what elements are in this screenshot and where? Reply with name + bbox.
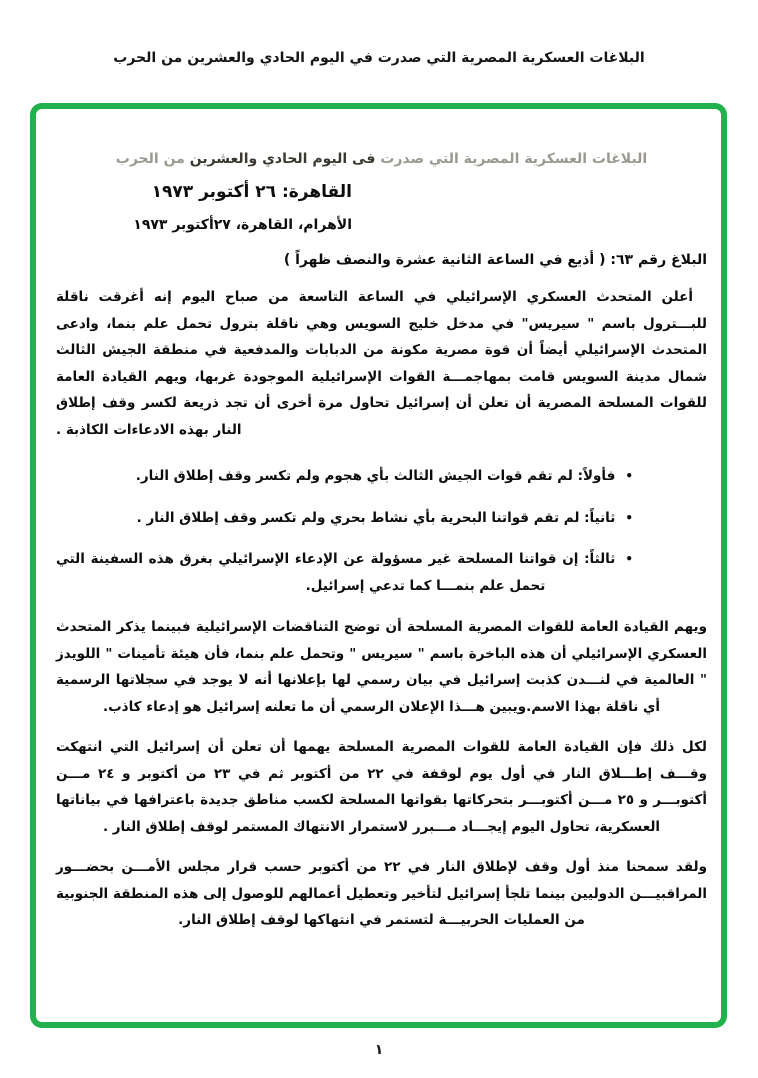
bullet-icon: • — [625, 469, 633, 483]
paragraph-contradictions: ويهم القيادة العامة للقوات المصرية المسلحة أن توضح التناقضات الإسرائيلية فبينما يذكر المتحدث العسكري الإسرائيلي أن هذه الباخرة باسم " سيريس " وتحمل علم بنما، فأن هيئة تأمينات " اللويدز " العالمية في لنـــدن كذبت إسرائيل في بيان رسمي لها بإعلانها أنه لا يوجد في سجلاتها الرسمية أي ناقلة بهذا الاسم.ويبين هـــذا الإعلان الرسمي أن ما تعلنه إسرائيل هو إدعاء كاذب. — [56, 619, 707, 715]
bullet-text: فأولاً: لم تقم قوات الجيش الثالث بأي هجوم ولم تكسر وقف إطلاق النار. — [135, 468, 616, 484]
paragraph-israeli-claims: أعلن المتحدث العسكري الإسرائيلي في الساعة التاسعة من صباح اليوم إنه أغرقت ناقلة للبـــترول باسم " سيريس" في مدخل خليج السويس وهي ناقلة بترول تحمل علم بنما، وادعى المتحدث الإسرائيلي أيضاً أن قوة مصرية مكونة من الدبابات والمدفعية في منطقة الجيش الثالث شمال مدينة السويس قامت بمهاجمـــة القوات الإسرائيلية الموجودة غربها، ويهم القيادة العامة للقوات المسلحة المصرية أن تعلن أن إسرائيل تحاول مرة أخرى أن تجد ذريعة لكسر وقف إطلاق النار بهذه الادعاءات الكاذبة . — [56, 289, 707, 438]
communique-box — [30, 103, 727, 1028]
bullet-text: ثانياً: لم تقم قواتنا البحرية بأي نشاط بحري ولم تكسر وقف إطلاق النار . — [136, 509, 616, 526]
bullet-icon: • — [625, 510, 633, 525]
bullet-item-second — [56, 505, 633, 532]
paragraph-ceasefire-violations: لكل ذلك فإن القيادة العامة للقوات المصرية المسلحة يهمها أن تعلن أن إسرائيل التي انتهكت وقـــف إطـــلاق النار في أول يوم لوقفة في ٢٢ من أكتوبر ثم في ٢٣ من أكتوبر و ٢٤ مـــن أكتوبـــر و ٢٥ مـــن أكتوبـــر بتحركاتها بقواتها المسلحة لكسب مناطق جديدة باعترافها في بياناتها العسكرية، تحاول اليوم إيجـــاد مـــبرر لاستمرار الانتهاك المستمر لوقف إطلاق النار . — [56, 739, 707, 835]
paragraph-un-observers: ولقد سمحنا منذ أول وقف لإطلاق النار في ٢٢ من أكتوبر حسب قرار مجلس الأمـــن بحضـــور المراقبيـــن الدوليين بينما تلجأ إسرائيل لتأخير وتعطيل أعمالهم للوصول إلى هذه المنطقة الجنوبية من العمليات الحربيـــة لتستمر في انتهاكها لوقف إطلاق النار. — [56, 859, 707, 928]
source-attribution-line: الأهرام، القاهرة، ٢٧أكتوبر ١٩٧٣ — [133, 217, 352, 233]
bullet-item-first — [56, 463, 633, 490]
scanned-box-title — [56, 149, 707, 170]
bullet-item-third — [56, 546, 633, 599]
scanned-title-segment: البلاغات العسكرية المصرية التي صدرت — [375, 151, 648, 167]
page-header-title: البلاغات العسكرية المصرية التي صدرت في اليوم الحادي والعشرين من الحرب — [113, 50, 645, 66]
scanned-title-segment: من الحرب — [115, 151, 185, 167]
communique-number-line: البلاغ رقم ٦٣: ( أذيع في الساعة الثانية عشرة والنصف ظهراً ) — [283, 252, 707, 268]
page-number: ١ — [374, 1042, 384, 1058]
dateline: القاهرة: ٢٦ أكتوبر ١٩٧٣ — [151, 182, 352, 202]
bullet-icon: • — [625, 552, 633, 566]
rebuttal-bullet-list — [56, 463, 633, 599]
bullet-text: ثالثاً: إن قواتنا المسلحة غير مسؤولة عن الإدعاء الإسرائيلي بغرق هذه السفينة التي تحمل علم بنمـــا كما تدعي إسرائيل. — [56, 551, 616, 594]
scanned-title-segment: فى اليوم الحادي والعشرين — [184, 151, 376, 167]
